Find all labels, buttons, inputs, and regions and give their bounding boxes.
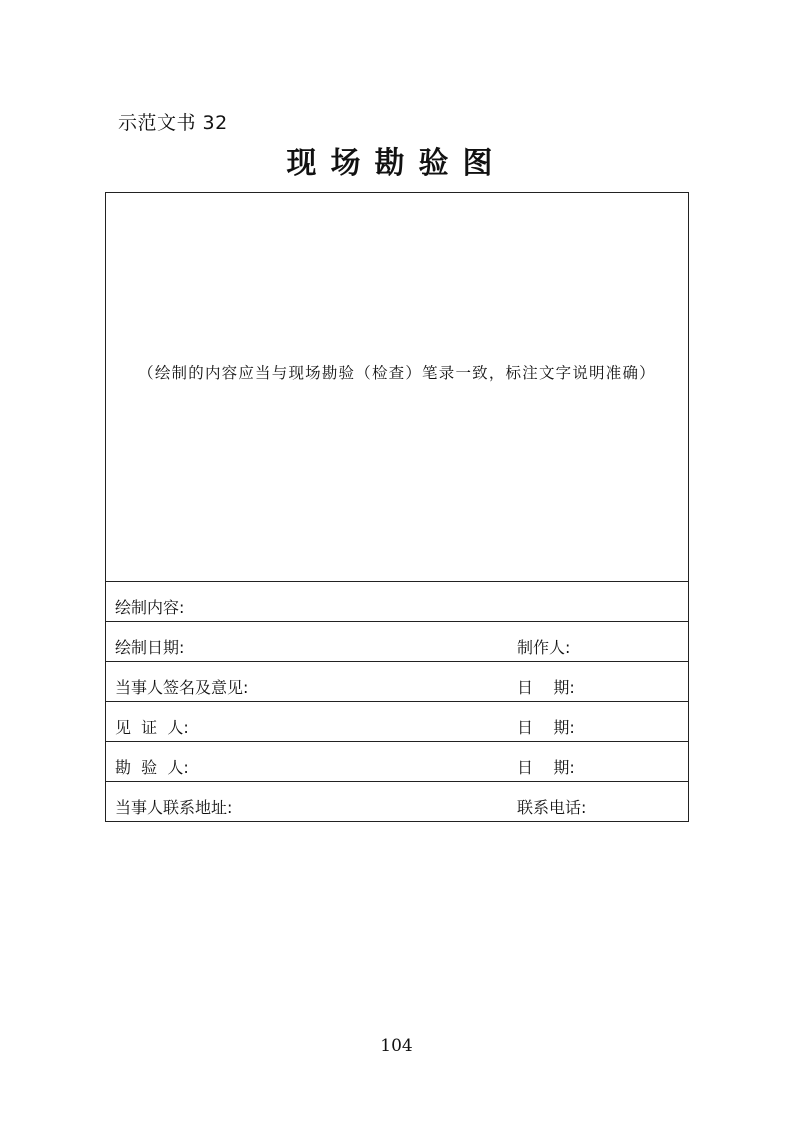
- form-row-inspector: [106, 742, 688, 782]
- document-label: 示范文书 32: [118, 112, 228, 134]
- field-label-maker: 制作人:: [517, 638, 571, 657]
- field-label-witness: 见 证 人:: [115, 718, 189, 737]
- field-label-drawing-date: 绘制日期:: [115, 638, 185, 657]
- drawing-area[interactable]: [106, 193, 688, 582]
- form-row-witness: [106, 702, 688, 742]
- field-label-phone: 联系电话:: [517, 798, 587, 817]
- field-label-party-address: 当事人联系地址:: [115, 798, 233, 817]
- form-row-drawing-date: [106, 622, 688, 662]
- page-number: 104: [380, 1036, 413, 1056]
- page-title: 现场勘验图: [286, 146, 507, 181]
- field-label-date: 日 期:: [517, 758, 575, 777]
- field-label-date: 日 期:: [517, 718, 575, 737]
- form-row-party-signature: [106, 662, 688, 702]
- field-label-drawing-content: 绘制内容:: [115, 598, 185, 617]
- field-label-inspector: 勘 验 人:: [115, 758, 189, 777]
- field-label-party-signature: 当事人签名及意见:: [115, 678, 249, 697]
- form-row-drawing-content: [106, 582, 688, 622]
- field-label-date: 日 期:: [517, 678, 575, 697]
- form-row-party-address: [106, 782, 688, 821]
- drawing-instruction: （绘制的内容应当与现场勘验（检查）笔录一致，标注文字说明准确）: [138, 364, 656, 382]
- inspection-form: [105, 192, 689, 822]
